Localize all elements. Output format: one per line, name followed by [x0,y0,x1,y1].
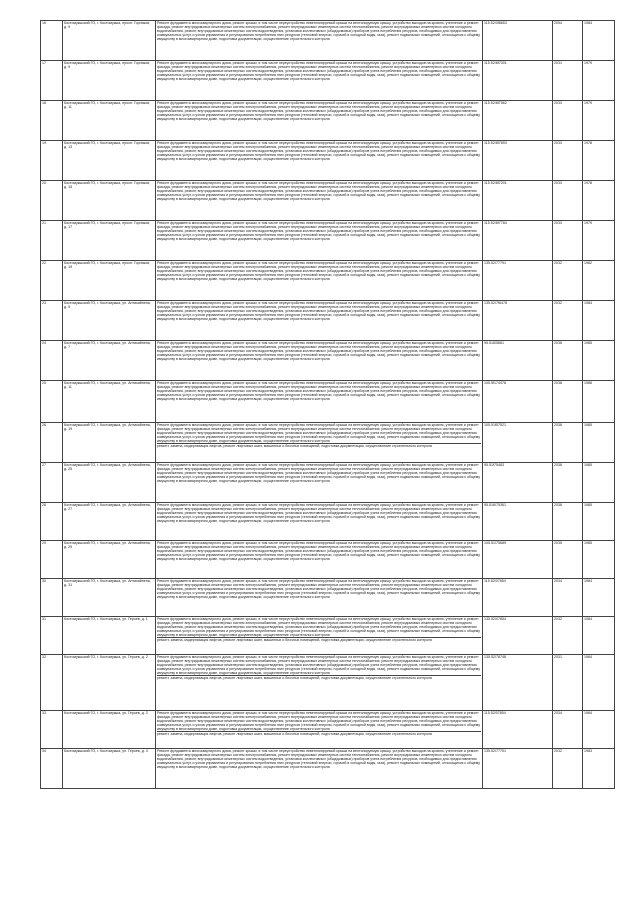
build-year-cell: 1978 [583,181,615,221]
work-description-cell [156,101,483,141]
work-description-cell [156,61,483,101]
work-description-text: Ремонт фундамента многоквартирного дома, ремонт крыши, в том числе переустройство невентилируемой крыши на вентилируемую крышу, устройство выходов на кровлю, утепление и ремонт фасада, ремонт внутридомовых инженерных систем электроснабжения, ремонт внутридомовых инженерных систем теплоснабжения, ремонт внутридомовых инженерных систем холодного водоснабжения, ремонт внутридомовых инженерных систем водоотведения, установка коллективных (общедомовых) приборов учета потребления ресурсов, необходимых для предоставления коммунальных услуг, и узлов управления и регулирования потребления этих ресурсов (тепловой энергии, горячей и холодной воды, газа), ремонт подвальных помещений, относящихся к общему имуществу в многоквартирном доме, подготовка документации, осуществление строительного контроля [157,61,481,82]
work-description-cell [156,141,483,181]
table-row [41,579,615,617]
build-year-cell: 1984 [583,655,615,711]
row-number: 19 [41,141,63,181]
address-cell: Костомукшский ГО, г. Костомукша, ул. Героев, д. 1 [63,617,156,655]
work-description-cell [156,181,483,221]
build-year-cell: 1984 [583,711,615,749]
planned-year-cell: 2038 [553,503,583,541]
work-description-text: ремонт, замена, модернизация лифтов, ремонт лифтовых шахт, машинных и блочных помещений, подготовка документации, осуществление строительного контроля [157,637,481,642]
build-year-cell: 1979 [583,221,615,261]
planned-year-cell: 2054 [553,21,583,61]
address-cell: Костомукшский ГО, г. Костомукша, просп. Горняков, д. 11 [63,101,156,141]
cost-value-cell: 135.52/77701 [483,749,553,789]
cost-value-cell: 95.51f75483 [483,463,553,503]
work-description-text: Ремонт фундамента многоквартирного дома, ремонт крыши, в том числе переустройство невентилируемой крыши на вентилируемую крышу, устройство выходов на кровлю, утепление и ремонт фасада, ремонт внутридомовых инженерных систем электроснабжения, ремонт внутридомовых инженерных систем теплоснабжения, ремонт внутридомовых инженерных систем холодного водоснабжения, ремонт внутридомовых инженерных систем водоотведения, установка коллективных (общедомовых) приборов учета потребления ресурсов, необходимых для предоставления коммунальных услуг, и узлов управления и регулирования потребления этих ресурсов (тепловой энергии, горячей и холодной воды, газа), ремонт подвальных помещений, относящихся к общему имуществу в многоквартирном доме, подготовка документации, осуществление строительного контроля [157,101,481,122]
table-row [41,503,615,541]
build-year-cell: 1985 [583,541,615,579]
planned-year-cell: 2033 [553,221,583,261]
work-description-cell [156,617,483,655]
row-number: 26 [41,423,63,463]
work-description-text: Ремонт фундамента многоквартирного дома, ремонт крыши, в том числе переустройство невентилируемой крыши на вентилируемую крышу, устройство выходов на кровлю, утепление и ремонт фасада, ремонт внутридомовых инженерных систем электроснабжения, ремонт внутридомовых инженерных систем теплоснабжения, ремонт внутридомовых инженерных систем холодного водоснабжения, ремонт внутридомовых инженерных систем водоотведения, установка коллективных (общедомовых) приборов учета потребления ресурсов, необходимых для предоставления коммунальных услуг, и узлов управления и регулирования потребления этих ресурсов (тепловой энергии, горячей и холодной воды, газа), ремонт подвальных помещений, относящихся к общему имуществу в многоквартирном доме, подготовка документации, осуществление строительного контроля [157,141,481,162]
work-description-cell [156,749,483,789]
cost-value-cell: 115.52/8f7201 [483,181,553,221]
planned-year-cell: 2038 [553,463,583,503]
build-year-cell: 1979 [583,101,615,141]
work-description-text: Ремонт фундамента многоквартирного дома, ремонт крыши, в том числе переустройство невентилируемой крыши на вентилируемую крышу, устройство выходов на кровлю, утепление и ремонт фасада, ремонт внутридомовых инженерных систем электроснабжения, ремонт внутридомовых инженерных систем теплоснабжения, ремонт внутридомовых инженерных систем холодного водоснабжения, ремонт внутридомовых инженерных систем водоотведения, установка коллективных (общедомовых) приборов учета потребления ресурсов, необходимых для предоставления коммунальных услуг, и узлов управления и регулирования потребления этих ресурсов (тепловой энергии, горячей и холодной воды, газа), ремонт подвальных помещений, относящихся к общему имуществу в многоквартирном доме, подготовка документации, осуществление строительного контроля [157,617,481,638]
work-description-cell [156,221,483,261]
row-number: 16 [41,21,63,61]
cost-value-cell: 105.51/75689 [483,541,553,579]
cost-value-cell: 135.52/7f6478 [483,301,553,341]
cost-value-cell: 95.518/5661 [483,341,553,381]
row-number: 29 [41,541,63,579]
build-year-cell: 1984 [583,21,615,61]
planned-year-cell: 2033 [553,141,583,181]
build-year-cell: 1983 [583,749,615,789]
planned-year-cell: 2032 [553,617,583,655]
table-row [41,617,615,655]
address-cell: Костомукшский ГО, г. Костомукша, ул. Антикайнена, д. 27 [63,503,156,541]
row-number: 22 [41,261,63,301]
work-description-text: ремонт, замена, модернизация лифтов, ремонт лифтовых шахт, машинных и блочных помещений, подготовка документации, осуществление строительного контроля [157,731,481,736]
work-description-cell [156,341,483,381]
table-row [41,749,615,789]
planned-year-cell: 2034 [553,579,583,617]
build-year-cell: 1978 [583,141,615,181]
cost-value-cell: 115.52/8f7301 [483,61,553,101]
work-description-cell [156,463,483,503]
work-description-text: Ремонт фундамента многоквартирного дома, ремонт крыши, в том числе переустройство невентилируемой крыши на вентилируемую крышу, устройство выходов на кровлю, утепление и ремонт фасада, ремонт внутридомовых инженерных систем электроснабжения, ремонт внутридомовых инженерных систем теплоснабжения, ремонт внутридомовых инженерных систем холодного водоснабжения, ремонт внутридомовых инженерных систем водоотведения, установка коллективных (общедомовых) приборов учета потребления ресурсов, необходимых для предоставления коммунальных услуг, и узлов управления и регулирования потребления этих ресурсов (тепловой энергии, горячей и холодной воды, газа), ремонт подвальных помещений, относящихся к общему имуществу в многоквартирном доме, подготовка документации, осуществление строительного контроля [157,301,481,322]
address-cell: Костомукшский ГО, г. Костомукша, просп. Горняков, д. 13 [63,141,156,181]
planned-year-cell: 2034 [553,711,583,749]
build-year-cell: 1986 [583,381,615,423]
work-description-cell [156,655,483,711]
build-year-cell: 1985 [583,423,615,463]
address-cell: Костомукшский ГО, г. Костомукша, ул. Антикайнена, д. 7 [63,341,156,381]
work-description-text: Ремонт фундамента многоквартирного дома, ремонт крыши, в том числе переустройство невентилируемой крыши на вентилируемую крышу, устройство выходов на кровлю, утепление и ремонт фасада, ремонт внутридомовых инженерных систем электроснабжения, ремонт внутридомовых инженерных систем теплоснабжения, ремонт внутридомовых инженерных систем холодного водоснабжения, ремонт внутридомовых инженерных систем водоотведения, установка коллективных (общедомовых) приборов учета потребления ресурсов, необходимых для предоставления коммунальных услуг, и узлов управления и регулирования потребления этих ресурсов (тепловой энергии, горячей и холодной воды, газа), ремонт подвальных помещений, относящихся к общему имуществу в многоквартирном доме, подготовка документации, осуществление строительного контроля [157,503,481,524]
table-row [41,61,615,101]
work-description-text: Ремонт фундамента многоквартирного дома, ремонт крыши, в том числе переустройство невентилируемой крыши на вентилируемую крышу, устройство выходов на кровлю, утепление и ремонт фасада, ремонт внутридомовых инженерных систем электроснабжения, ремонт внутридомовых инженерных систем теплоснабжения, ремонт внутридомовых инженерных систем холодного водоснабжения, ремонт внутридомовых инженерных систем водоотведения, установка коллективных (общедомовых) приборов учета потребления ресурсов, необходимых для предоставления коммунальных услуг, и узлов управления и регулирования потребления этих ресурсов (тепловой энергии, горячей и холодной воды, газа), ремонт подвальных помещений, относящихся к общему имуществу в многоквартирном доме, подготовка документации, осуществление строительного контроля [157,711,481,732]
address-cell: Костомукшский ГО, г. Костомукша, ул. Антикайнена, д. 5 [63,301,156,341]
cost-value-cell: 105.51f57521 [483,423,553,463]
work-description-text: Ремонт фундамента многоквартирного дома, ремонт крыши, в том числе переустройство невентилируемой крыши на вентилируемую крышу, устройство выходов на кровлю, утепление и ремонт фасада, ремонт внутридомовых инженерных систем электроснабжения, ремонт внутридомовых инженерных систем теплоснабжения, ремонт внутридомовых инженерных систем холодного водоснабжения, ремонт внутридомовых инженерных систем водоотведения, установка коллективных (общедомовых) приборов учета потребления ресурсов, необходимых для предоставления коммунальных услуг, и узлов управления и регулирования потребления этих ресурсов (тепловой энергии, горячей и холодной воды, газа), ремонт подвальных помещений, относящихся к общему имуществу в многоквартирном доме, подготовка документации, осуществление строительного контроля [157,341,481,362]
address-cell: Костомукшский ГО, г. Костомукша, ул. Героев, д. 4 [63,749,156,789]
cost-value-cell: 115.52/07854 [483,579,553,617]
table-row [41,463,615,503]
planned-year-cell: 2032 [553,749,583,789]
build-year-cell: 1984 [583,617,615,655]
planned-year-cell: 2033 [553,181,583,221]
work-description-text: Ремонт фундамента многоквартирного дома, ремонт крыши, в том числе переустройство невентилируемой крыши на вентилируемую крышу, устройство выходов на кровлю, утепление и ремонт фасада, ремонт внутридомовых инженерных систем электроснабжения, ремонт внутридомовых инженерных систем теплоснабжения, ремонт внутридомовых инженерных систем холодного водоснабжения, ремонт внутридомовых инженерных систем водоотведения, установка коллективных (общедомовых) приборов учета потребления ресурсов, необходимых для предоставления коммунальных услуг, и узлов управления и регулирования потребления этих ресурсов (тепловой энергии, горячей и холодной воды, газа), ремонт подвальных помещений, относящихся к общему имуществу в многоквартирном доме, подготовка документации, осуществление строительного контроля [157,463,481,484]
work-description-cell [156,261,483,301]
build-year-cell: 1985 [583,341,615,381]
address-cell: Костомукшский ГО, г. Костомукша, ул. Антикайнена, д. 29 [63,541,156,579]
work-description-text: ремонт, замена, модернизация лифтов, ремонт лифтовых шахт, машинных и блочных помещений, подготовка документации, осуществление строительного контроля [157,443,481,448]
document-page [40,20,614,789]
address-cell: Костомукшский ГО, г. Костомукша, ул. Антикайнена, д. 11 [63,381,156,423]
table-row [41,181,615,221]
work-description-text: Ремонт фундамента многоквартирного дома, ремонт крыши, в том числе переустройство невентилируемой крыши на вентилируемую крышу, устройство выходов на кровлю, утепление и ремонт фасада, ремонт внутридомовых инженерных систем электроснабжения, ремонт внутридомовых инженерных систем теплоснабжения, ремонт внутридомовых инженерных систем холодного водоснабжения, ремонт внутридомовых инженерных систем водоотведения, установка коллективных (общедомовых) приборов учета потребления ресурсов, необходимых для предоставления коммунальных услуг, и узлов управления и регулирования потребления этих ресурсов (тепловой энергии, горячей и холодной воды, газа), ремонт подвальных помещений, относящихся к общему имуществу в многоквартирном доме, подготовка документации, осуществление строительного контроля [157,261,481,282]
work-description-text: Ремонт фундамента многоквартирного дома, ремонт крыши, в том числе переустройство невентилируемой крыши на вентилируемую крышу, устройство выходов на кровлю, утепление и ремонт фасада, ремонт внутридомовых инженерных систем электроснабжения, ремонт внутридомовых инженерных систем теплоснабжения, ремонт внутридомовых инженерных систем холодного водоснабжения, ремонт внутридомовых инженерных систем водоотведения, установка коллективных (общедомовых) приборов учета потребления ресурсов, необходимых для предоставления коммунальных услуг, и узлов управления и регулирования потребления этих ресурсов (тепловой энергии, горячей и холодной воды, газа), ремонт подвальных помещений, относящихся к общему имуществу в многоквартирном доме, подготовка документации, осуществление строительного контроля [157,221,481,242]
build-year-cell: 1985 [583,463,615,503]
work-description-cell [156,21,483,61]
table-row [41,141,615,181]
table-row [41,221,615,261]
work-description-text: Ремонт фундамента многоквартирного дома, ремонт крыши, в том числе переустройство невентилируемой крыши на вентилируемую крышу, устройство выходов на кровлю, утепление и ремонт фасада, ремонт внутридомовых инженерных систем электроснабжения, ремонт внутридомовых инженерных систем теплоснабжения, ремонт внутридомовых инженерных систем холодного водоснабжения, ремонт внутридомовых инженерных систем водоотведения, установка коллективных (общедомовых) приборов учета потребления ресурсов, необходимых для предоставления коммунальных услуг, и узлов управления и регулирования потребления этих ресурсов (тепловой энергии, горячей и холодной воды, газа), ремонт подвальных помещений, относящихся к общему имуществу в многоквартирном доме, подготовка документации, осуществление строительного контроля [157,181,481,202]
cost-value-cell: 135.52/77791 [483,261,553,301]
planned-year-cell: 2032 [553,301,583,341]
planned-year-cell: 2031 [553,61,583,101]
row-number: 32 [41,655,63,711]
planned-year-cell: 2032 [553,261,583,301]
cost-value-cell: 135.52/07854 [483,617,553,655]
row-number: 17 [41,61,63,101]
cost-value-cell: 115.52/0f8653 [483,21,553,61]
work-description-text: Ремонт фундамента многоквартирного дома, ремонт крыши, в том числе переустройство невентилируемой крыши на вентилируемую крышу, устройство выходов на кровлю, утепление и ремонт фасада, ремонт внутридомовых инженерных систем электроснабжения, ремонт внутридомовых инженерных систем теплоснабжения, ремонт внутридомовых инженерных систем холодного водоснабжения, ремонт внутридомовых инженерных систем водоотведения, установка коллективных (общедомовых) приборов учета потребления ресурсов, необходимых для предоставления коммунальных услуг, и узлов управления и регулирования потребления этих ресурсов (тепловой энергии, горячей и холодной воды, газа), ремонт подвальных помещений, относящихся к общему имуществу в многоквартирном доме, подготовка документации, осуществление строительного контроля [157,541,481,562]
address-cell: Костомукшский ГО, г. Костомукша, ул. Героев, д. 3 [63,711,156,749]
address-cell: Костомукшский ГО, г. Костомукша, просп. Горняков, д. 17 [63,221,156,261]
table-row [41,261,615,301]
work-description-text: ремонт, замена, модернизация лифтов, ремонт лифтовых шахт, машинных и блочных помещений, подготовка документации, осуществление строительного контроля [157,675,481,680]
table-row [41,381,615,423]
address-cell: Костомукшский ГО, г. Костомукша, просп. Горняков, д. 9 [63,21,156,61]
work-description-cell [156,423,483,463]
row-number: 18 [41,101,63,141]
work-description-cell [156,711,483,749]
cost-value-cell: 115.52/8f7562 [483,101,553,141]
row-number: 34 [41,749,63,789]
row-number: 24 [41,341,63,381]
table-row [41,101,615,141]
build-year-cell: 1984 [583,301,615,341]
work-description-text: Ремонт фундамента многоквартирного дома, ремонт крыши, в том числе переустройство невентилируемой крыши на вентилируемую крышу, устройство выходов на кровлю, утепление и ремонт фасада, ремонт внутридомовых инженерных систем электроснабжения, ремонт внутридомовых инженерных систем теплоснабжения, ремонт внутридомовых инженерных систем холодного водоснабжения, ремонт внутридомовых инженерных систем водоотведения, установка коллективных (общедомовых) приборов учета потребления ресурсов, необходимых для предоставления коммунальных услуг, и узлов управления и регулирования потребления этих ресурсов (тепловой энергии, горячей и холодной воды, газа), ремонт подвальных помещений, относящихся к общему имуществу в многоквартирном доме, подготовка документации, осуществление строительного контроля [157,749,481,770]
table-body [41,21,615,789]
build-year-cell: 1984 [583,579,615,617]
work-description-cell [156,301,483,341]
address-cell: Костомукшский ГО, г. Костомукша, просп. Горняков, д. 9 [63,61,156,101]
address-cell: Костомукшский ГО, г. Костомукша, просп. Горняков, д. 19 [63,261,156,301]
work-description-cell [156,579,483,617]
build-year-cell: 1979 [583,61,615,101]
address-cell: Костомукшский ГО, г. Костомукша, ул. Антикайнена, д. 31 [63,579,156,617]
cost-value-cell: 115.52/8f7893 [483,141,553,181]
row-number: 21 [41,221,63,261]
table-row [41,711,615,749]
table-row [41,341,615,381]
planned-year-cell: 2035 [553,541,583,579]
table-row [41,21,615,61]
build-year-cell: 1982 [583,261,615,301]
cost-value-cell: 135.52/76748 [483,655,553,711]
row-number: 20 [41,181,63,221]
table-row [41,301,615,341]
row-number: 25 [41,381,63,423]
work-description-text: Ремонт фундамента многоквартирного дома, ремонт крыши, в том числе переустройство невентилируемой крыши на вентилируемую крышу, устройство выходов на кровлю, утепление и ремонт фасада, ремонт внутридомовых инженерных систем электроснабжения, ремонт внутридомовых инженерных систем теплоснабжения, ремонт внутридомовых инженерных систем холодного водоснабжения, ремонт внутридомовых инженерных систем водоотведения, установка коллективных (общедомовых) приборов учета потребления ресурсов, необходимых для предоставления коммунальных услуг, и узлов управления и регулирования потребления этих ресурсов (тепловой энергии, горячей и холодной воды, газа), ремонт подвальных помещений, относящихся к общему имуществу в многоквартирном доме, подготовка документации, осуществление строительного контроля [157,423,481,444]
planned-year-cell: 2038 [553,381,583,423]
address-cell: Костомукшский ГО, г. Костомукша, ул. Героев, д. 2 [63,655,156,711]
row-number: 23 [41,301,63,341]
address-cell: Костомукшский ГО, г. Костомукша, ул. Антикайнена, д. 25 [63,463,156,503]
work-description-cell [156,503,483,541]
address-cell: Костомукшский ГО, г. Костомукша, просп. Горняков, д. 15 [63,181,156,221]
row-number: 27 [41,463,63,503]
work-description-cell [156,541,483,579]
planned-year-cell: 2031 [553,655,583,711]
work-description-text: Ремонт фундамента многоквартирного дома, ремонт крыши, в том числе переустройство невентилируемой крыши на вентилируемую крышу, устройство выходов на кровлю, утепление и ремонт фасада, ремонт внутридомовых инженерных систем электроснабжения, ремонт внутридомовых инженерных систем теплоснабжения, ремонт внутридомовых инженерных систем холодного водоснабжения, ремонт внутридомовых инженерных систем водоотведения, установка коллективных (общедомовых) приборов учета потребления ресурсов, необходимых для предоставления коммунальных услуг, и узлов управления и регулирования потребления этих ресурсов (тепловой энергии, горячей и холодной воды, газа), ремонт подвальных помещений, относящихся к общему имуществу в многоквартирном доме, подготовка документации, осуществление строительного контроля [157,381,481,402]
planned-year-cell: 2036 [553,341,583,381]
cost-value-cell: 105.5f174478 [483,381,553,423]
cost-value-cell: 115.52/8f7784 [483,221,553,261]
table-row [41,655,615,711]
row-number: 31 [41,617,63,655]
cost-value-cell: 95.516/75361 [483,503,553,541]
build-year-cell: 1985 [583,503,615,541]
planned-year-cell: 2033 [553,101,583,141]
work-description-text: Ремонт фундамента многоквартирного дома, ремонт крыши, в том числе переустройство невентилируемой крыши на вентилируемую крышу, устройство выходов на кровлю, утепление и ремонт фасада, ремонт внутридомовых инженерных систем электроснабжения, ремонт внутридомовых инженерных систем теплоснабжения, ремонт внутридомовых инженерных систем холодного водоснабжения, ремонт внутридомовых инженерных систем водоотведения, установка коллективных (общедомовых) приборов учета потребления ресурсов, необходимых для предоставления коммунальных услуг, и узлов управления и регулирования потребления этих ресурсов (тепловой энергии, горячей и холодной воды, газа), ремонт подвальных помещений, относящихся к общему имуществу в многоквартирном доме, подготовка документации, осуществление строительного контроля [157,579,481,600]
row-number: 33 [41,711,63,749]
capital-repair-table [40,20,615,789]
row-number: 30 [41,579,63,617]
planned-year-cell: 2038 [553,423,583,463]
row-number: 28 [41,503,63,541]
table-row [41,423,615,463]
address-cell: Костомукшский ГО, г. Костомукша, ул. Антикайнена, д. 19 [63,423,156,463]
work-description-text: Ремонт фундамента многоквартирного дома, ремонт крыши, в том числе переустройство невентилируемой крыши на вентилируемую крышу, устройство выходов на кровлю, утепление и ремонт фасада, ремонт внутридомовых инженерных систем электроснабжения, ремонт внутридомовых инженерных систем теплоснабжения, ремонт внутридомовых инженерных систем холодного водоснабжения, ремонт внутридомовых инженерных систем водоотведения, установка коллективных (общедомовых) приборов учета потребления ресурсов, необходимых для предоставления коммунальных услуг, и узлов управления и регулирования потребления этих ресурсов (тепловой энергии, горячей и холодной воды, газа), ремонт подвальных помещений, относящихся к общему имуществу в многоквартирном доме, подготовка документации, осуществление строительного контроля [157,21,481,42]
table-row [41,541,615,579]
work-description-cell [156,381,483,423]
cost-value-cell: 115.52/07854 [483,711,553,749]
work-description-text: Ремонт фундамента многоквартирного дома, ремонт крыши, в том числе переустройство невентилируемой крыши на вентилируемую крышу, устройство выходов на кровлю, утепление и ремонт фасада, ремонт внутридомовых инженерных систем электроснабжения, ремонт внутридомовых инженерных систем теплоснабжения, ремонт внутридомовых инженерных систем холодного водоснабжения, ремонт внутридомовых инженерных систем водоотведения, установка коллективных (общедомовых) приборов учета потребления ресурсов, необходимых для предоставления коммунальных услуг, и узлов управления и регулирования потребления этих ресурсов (тепловой энергии, горячей и холодной воды, газа), ремонт подвальных помещений, относящихся к общему имуществу в многоквартирном доме, подготовка документации, осуществление строительного контроля [157,655,481,676]
